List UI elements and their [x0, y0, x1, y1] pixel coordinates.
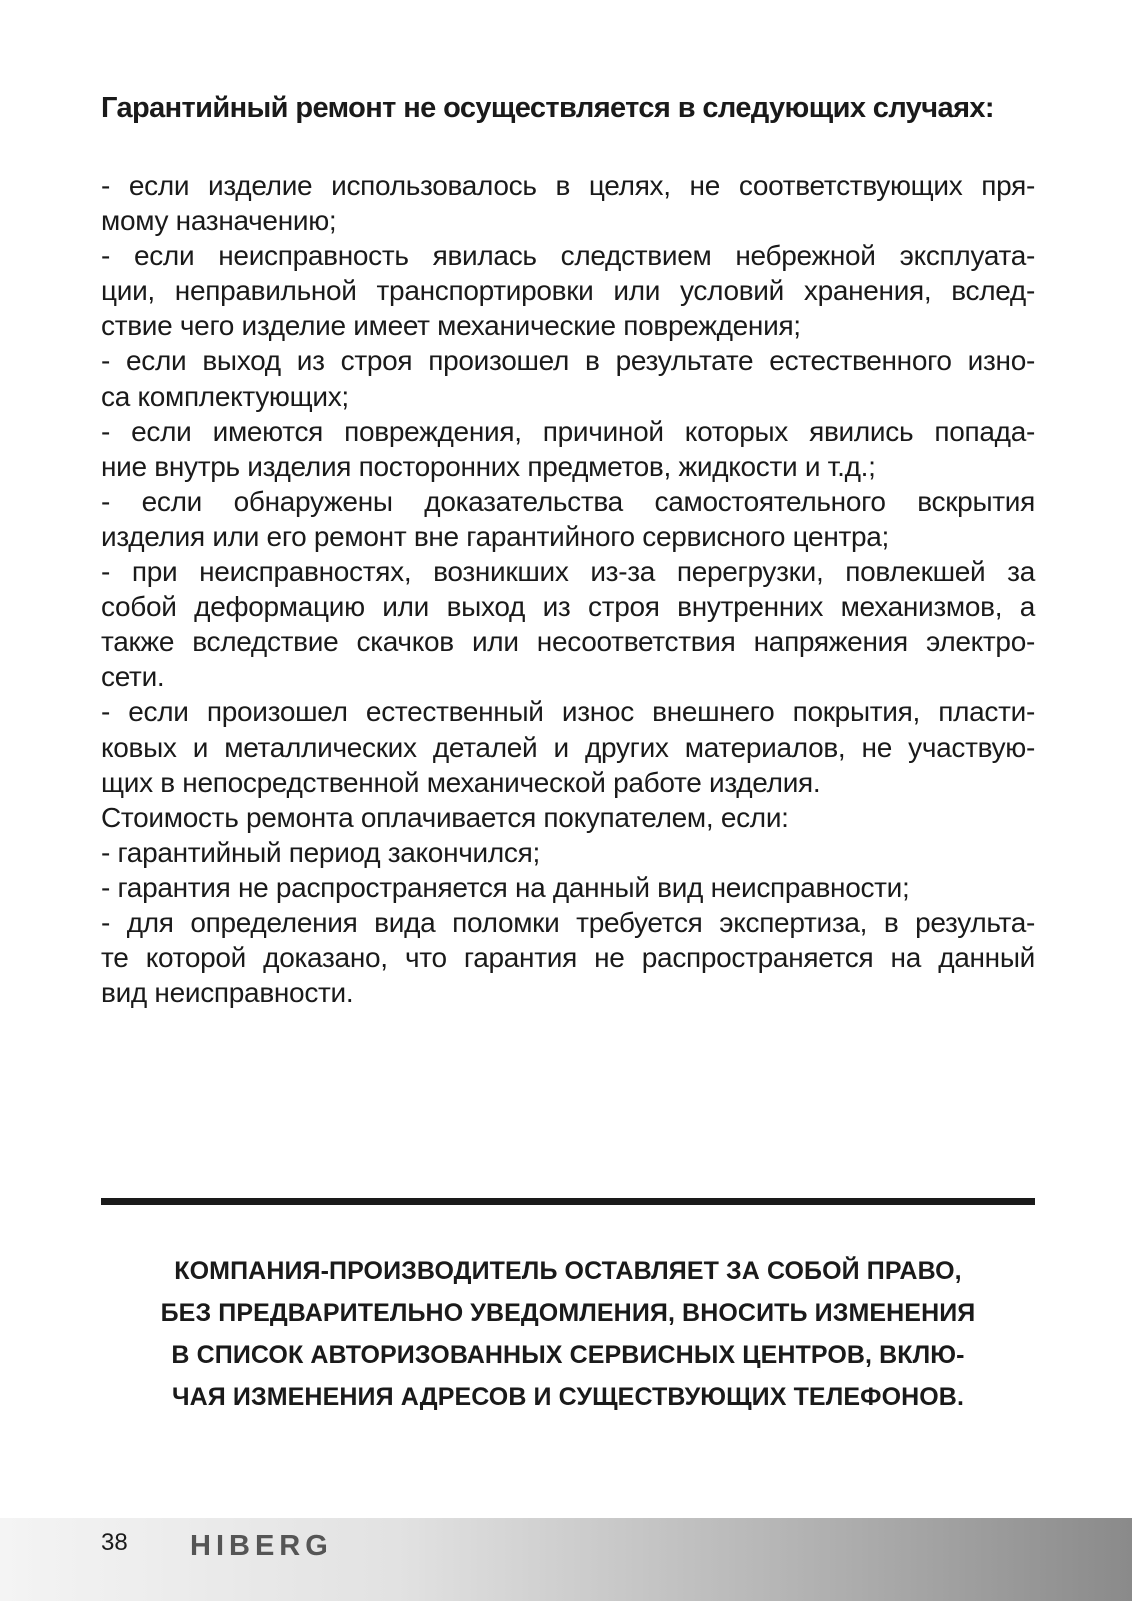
body-line: собой деформацию или выход из строя внутренних механизмов, а: [101, 591, 1035, 623]
body-line: - если неисправность явилась следствием небрежной эксплуата-: [101, 240, 1035, 272]
warranty-exclusions-text: [101, 168, 1035, 1010]
body-line: - для определения вида поломки требуется экспертиза, в результа-: [101, 906, 1035, 938]
page-footer: [0, 1518, 1132, 1601]
notice-line: БЕЗ ПРЕДВАРИТЕЛЬНО УВЕДОМЛЕНИЯ, ВНОСИТЬ ИЗМЕНЕНИЯ: [160, 1299, 976, 1327]
body-line: - если обнаружены доказательства самостоятельного вскрытия: [101, 485, 1035, 517]
body-line: ции, неправильной транспортировки или условий хранения, вслед-: [101, 275, 1035, 307]
body-line: - если изделие использовалось в целях, не соответствующих пря-: [101, 170, 1035, 201]
brand-logo-text: HIBERG: [190, 1532, 333, 1558]
body-line: - если имеются повреждения, причиной которых явились попада-: [101, 415, 1035, 447]
body-line: - при неисправностях, возникших из-за перегрузки, повлекшей за: [101, 556, 1035, 588]
body-line: те которой доказано, что гарантия не распространяется на данный: [101, 942, 1035, 974]
notice-line: В СПИСОК АВТОРИЗОВАННЫХ СЕРВИСНЫХ ЦЕНТРОВ, ВКЛЮ-: [171, 1341, 965, 1369]
body-line: щих в непосредственной механической работе изделия.: [101, 766, 821, 798]
manufacturer-notice: [101, 1250, 1035, 1418]
notice-line: КОМПАНИЯ-ПРОИЗВОДИТЕЛЬ ОСТАВЛЯЕТ ЗА СОБОЙ ПРАВО,: [174, 1257, 962, 1285]
body-line: Стоимость ремонта оплачивается покупателем, если:: [101, 801, 789, 833]
body-line: изделия или его ремонт вне гарантийного сервисного центра;: [101, 520, 890, 552]
section-divider: [101, 1198, 1035, 1205]
body-line: - гарантийный период закончился;: [101, 836, 540, 868]
body-line: вид неисправности.: [101, 977, 354, 1009]
body-line: ствие чего изделие имеет механические повреждения;: [101, 310, 801, 342]
body-line: - если произошел естественный износ внешнего покрытия, пласти-: [101, 696, 1035, 728]
page-number: 38: [101, 1529, 128, 1556]
body-line: ние внутрь изделия посторонних предметов, жидкости и т.д.;: [101, 450, 876, 482]
body-line: мому назначению;: [101, 205, 337, 237]
body-line: са комплектующих;: [101, 380, 349, 412]
body-line: ковых и металлических деталей и других материалов, не участвую-: [101, 731, 1035, 763]
brand-logo: [190, 1532, 390, 1558]
main-content: [101, 88, 1035, 1010]
section-heading: Гарантийный ремонт не осуществляется в следующих случаях:: [101, 92, 994, 124]
body-line: - гарантия не распространяется на данный вид неисправности;: [101, 871, 910, 903]
body-line: также вследствие скачков или несоответствия напряжения электро-: [101, 626, 1035, 658]
body-line: сети.: [101, 661, 165, 693]
body-line: - если выход из строя произошел в результате естественного изно-: [101, 345, 1035, 377]
notice-line: ЧАЯ ИЗМЕНЕНИЯ АДРЕСОВ И СУЩЕСТВУЮЩИХ ТЕЛЕФОНОВ.: [171, 1383, 965, 1411]
